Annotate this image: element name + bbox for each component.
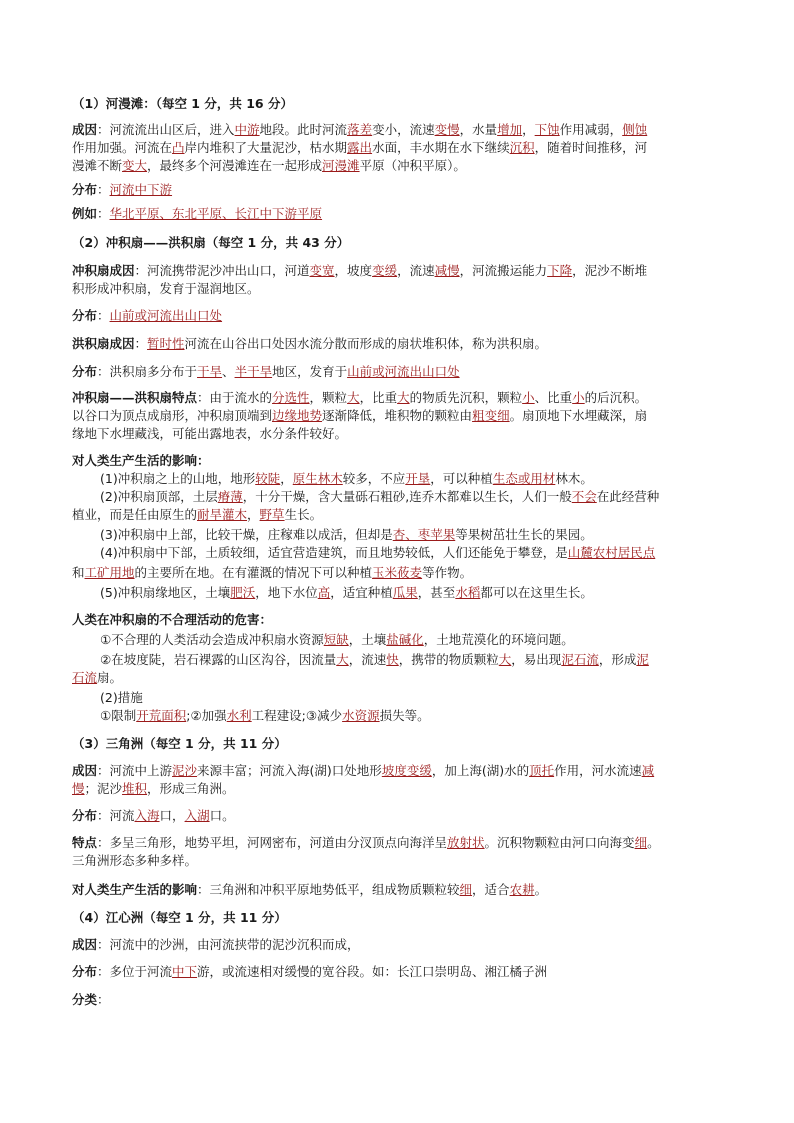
text-segment: ，河流搬运能力 [459,263,548,278]
bold-label: 冲积扇成因 [72,263,135,278]
bold-label: 人类在冲积扇的不合理活动的危害： [72,612,273,627]
answer-blank: 变慢 [434,122,460,137]
text-segment: ： [97,992,110,1007]
text-line-cause [72,937,360,953]
text-line-cause [72,158,466,174]
text-segment: ：河流 [97,808,135,823]
text-segment: ，地下水位 [255,585,318,600]
answer-blank: 华北平原、东北平原、长江中下游平原 [109,206,323,221]
text-line-heading [72,612,272,628]
answer-blank: 野草 [259,507,285,522]
text-segment: ，流速 [348,652,387,667]
text-segment: 。 [647,835,660,850]
answer-blank: 下降 [547,263,573,278]
answer-blank: 大 [336,652,349,667]
text-line-hazard [100,652,649,668]
answer-blank: 大 [397,390,410,405]
bold-label: （4）江心洲（每空 1 分，共 11 分） [72,910,287,925]
text-line-impact [100,471,593,487]
bold-label: 例如 [72,206,98,221]
text-segment: (2)措施 [100,690,143,705]
text-segment: (3)冲积扇中上部，比较干燥，庄稼难以成活，但却是 [100,527,393,542]
text-segment: ，颗粒 [309,390,348,405]
text-segment: 工程建设;③减少 [251,708,343,723]
answer-blank: 短缺 [323,632,349,647]
answer-blank: 泥 [636,652,649,667]
bold-label: 对人类生产生活的影响 [72,882,198,897]
text-segment: ，流速 [397,263,435,278]
text-segment: ， [280,471,293,486]
text-segment: ：多位于河流 [97,964,173,979]
bold-label: 分布 [72,308,98,323]
answer-blank: 增加 [497,122,523,137]
text-line-distribution [72,364,460,380]
text-line-features [72,835,660,851]
answer-blank: 顶托 [529,763,555,778]
answer-blank: 放射状 [447,835,485,850]
text-line-impact [72,882,547,898]
text-line-heading [72,96,293,112]
text-segment: 生长。 [284,507,323,522]
text-line-distribution [72,182,172,198]
text-segment: 逐渐降低，堆积物的颗粒由 [322,408,473,423]
text-segment: 河流在山谷出口处因水流分散而形成的扇状堆积体，称为洪积扇。 [184,336,548,351]
text-segment: ：河流携带泥沙冲出山口，河道 [134,263,310,278]
text-segment: ： [134,336,148,351]
text-segment: 的后沉积。 [584,390,648,405]
text-segment: ，可以种植 [430,471,493,486]
text-line-impact [100,585,593,601]
text-segment: 三角洲形态多种多样。 [72,853,198,868]
answer-blank: 侧蚀 [622,122,648,137]
text-line-cause [72,336,547,352]
text-segment: 。沉积物颗粒由河口向海变 [484,835,635,850]
answer-blank: 变大 [122,158,148,173]
answer-blank: 减 [641,763,655,778]
text-line-measures [100,690,143,706]
bold-label: 分布 [72,964,98,979]
text-segment: ，土地荒漠化的环境问题。 [423,632,574,647]
text-segment: 平原（冲积平原）。 [359,158,466,173]
answer-blank: 山前或河流出山口处 [109,308,223,323]
text-segment: 都可以在这里生长。 [480,585,593,600]
answer-blank: 原生林木 [292,471,343,486]
bold-label: （2）冲积扇——洪积扇（每空 1 分，共 43 分） [72,235,350,250]
text-line-features [72,390,647,406]
text-segment: ，携带的物质颗粒 [398,652,499,667]
text-segment: ;②加强 [186,708,227,723]
answer-blank: 沉积 [509,140,535,155]
answer-blank: 泥石流 [561,652,599,667]
answer-blank: 河漫滩 [322,158,360,173]
text-segment: 较多，不应 [342,471,406,486]
text-segment: ：河流中的沙洲，由河流挟带的泥沙沉积而成， [97,937,360,952]
text-segment: ：洪积扇多分布于 [97,364,198,379]
text-segment: (1)冲积扇之上的山地，地形 [100,471,256,486]
bold-label: 分类 [72,992,98,1007]
text-segment: ，泥沙不断堆 [572,263,648,278]
text-segment: ，形成三角洲。 [147,781,235,796]
bold-label: （1）河漫滩：（每空 1 分，共 16 分） [72,96,293,111]
text-segment: 积形成冲积扇，发育于湿润地区。 [72,281,260,296]
text-segment: ， [522,122,535,137]
answer-blank: 开垦 [405,471,431,486]
answer-blank: 开荒面积 [136,708,187,723]
text-segment: 、比重 [534,390,573,405]
text-segment: ，土壤 [348,632,387,647]
text-segment: ②在坡度陡，岩石裸露的山区沟谷，因流量 [100,652,337,667]
text-line-hazard [72,670,122,686]
text-segment: 等果树茁壮生长的果园。 [455,527,593,542]
bold-label: 成因 [72,763,98,778]
bold-label: 对人类生产生活的影响： [72,453,210,468]
text-segment: 、 [222,364,235,379]
text-segment: 和 [72,565,85,580]
answer-blank: 小 [522,390,535,405]
text-segment: 漫滩不断 [72,158,123,173]
text-segment: ：由于流水的 [197,390,273,405]
text-segment: ： [97,206,110,221]
text-line-measures [100,708,430,724]
text-segment: ：河流流出山区后，进入 [97,122,235,137]
answer-blank: 不会 [571,489,597,504]
text-segment: ： [97,182,110,197]
text-segment: ：三角洲和冲积平原地势低平，组成物质颗粒较 [197,882,460,897]
answer-blank: 堆积 [122,781,148,796]
answer-blank: 凸 [172,140,185,155]
text-segment: 的物质先沉积，颗粒 [409,390,523,405]
text-line-cause [72,781,235,797]
text-segment: ，十分干燥，含大量砾石粗砂,连乔木都难以生长，人们一般 [242,489,572,504]
bold-label: 成因 [72,937,98,952]
answer-blank: 细 [634,835,648,850]
text-segment: ；泥沙 [84,781,123,796]
text-segment: ，随着时间推移，河 [534,140,648,155]
text-segment: ，适宜种植 [330,585,393,600]
answer-blank: 慢 [72,781,85,796]
text-line-features [72,408,647,424]
answer-blank: 水资源 [342,708,380,723]
bold-label: 洪积扇成因 [72,336,135,351]
answer-blank: 水利 [226,708,252,723]
text-segment: ，比重 [359,390,398,405]
text-segment: 口， [159,808,185,823]
text-segment: ： [97,308,110,323]
text-segment: ，易出现 [511,652,562,667]
text-segment: 来源丰富；河流入海(湖)口处地形 [197,763,382,778]
answer-blank: 粗变细 [472,408,510,423]
answer-blank: 大 [498,652,512,667]
text-segment: ，水量 [459,122,498,137]
answer-blank: 下蚀 [534,122,560,137]
answer-blank: 坡度变缓 [381,763,432,778]
text-segment: 岸内堆积了大量泥沙，枯水期 [184,140,348,155]
answer-blank: 水稻 [455,585,481,600]
text-segment: 作用减弱， [559,122,623,137]
text-segment: 植业，而是任由原生的 [72,507,198,522]
text-segment: ，适合 [472,882,510,897]
text-line-distribution [72,964,547,980]
answer-blank: 边缘 [272,408,298,423]
answer-blank: 大 [347,390,360,405]
answer-blank: 农耕 [509,882,535,897]
text-segment: 林木。 [555,471,593,486]
text-line-features [72,853,197,869]
text-segment: (4)冲积扇中下部，土质较细，适宜营造建筑，而且地势较低，人们还能免于攀登，是 [100,545,568,560]
answer-blank: 快 [386,652,399,667]
text-segment: 等作物。 [422,565,473,580]
answer-blank: 分选性 [272,390,310,405]
answer-blank: 落差 [347,122,373,137]
text-line-classification [72,992,110,1008]
text-line-heading [72,910,287,926]
text-segment: ，形成 [598,652,637,667]
answer-blank: 变缓 [372,263,398,278]
text-segment: 作用加强。河流在 [72,140,173,155]
text-line-impact [72,507,322,523]
answer-blank: 高 [317,585,331,600]
answer-blank: 肥沃 [230,585,256,600]
text-line-impact [100,545,655,561]
text-line-cause [72,140,647,156]
text-segment: ：河流中上游 [97,763,173,778]
text-line-examples [72,206,322,222]
answer-blank: 入海 [134,808,160,823]
text-segment: (5)冲积扇缘地区，土壤 [100,585,231,600]
answer-blank: 生态或用材 [492,471,556,486]
bold-label: 特点 [72,835,98,850]
answer-blank: 入湖 [184,808,210,823]
text-segment: 作用，河水流速 [554,763,642,778]
answer-blank: 盐碱化 [386,632,424,647]
answer-blank: 泥沙 [172,763,198,778]
text-line-heading [72,736,287,752]
answer-blank: 小 [572,390,585,405]
answer-blank: 露出 [347,140,373,155]
text-segment: 缘地下水埋藏浅，可能出露地表，水分条件较好。 [72,426,348,441]
text-line-impact [100,489,659,505]
answer-blank: 工矿用地 [84,565,135,580]
text-line-features [72,426,347,442]
text-line-heading [72,235,349,251]
text-segment: 扇。 [97,670,123,685]
text-segment: 。扇顶地下水埋藏深，扇 [509,408,648,423]
text-segment: 损失等。 [379,708,430,723]
text-segment: 口。 [209,808,235,823]
text-segment: ，最终多个河漫滩连在一起形成 [147,158,323,173]
answer-blank: 较陡 [255,471,281,486]
text-segment: 地区，发育于 [272,364,348,379]
answer-blank: 耐旱灌木 [197,507,248,522]
text-line-cause [72,263,647,279]
answer-blank: 中游 [234,122,260,137]
answer-blank: 瘠薄 [217,489,243,504]
answer-blank: 地势 [297,408,323,423]
text-line-distribution [72,308,222,324]
text-segment: ，加上海(湖)水的 [431,763,530,778]
bold-label: （3）三角洲（每空 1 分，共 11 分） [72,736,287,751]
answer-blank: 河流中下游 [109,182,173,197]
text-segment: 的主要所在地。在有灌溉的情况下可以种植 [134,565,373,580]
answer-blank: 杏、枣苹果 [392,527,456,542]
text-segment: ①不合理的人类活动会造成冲积扇水资源 [100,632,324,647]
text-segment: 以谷口为顶点成扇形，冲积扇顶端到 [72,408,273,423]
text-line-hazard [100,632,574,648]
bold-label: 分布 [72,808,98,823]
text-segment: 变小，流速 [372,122,435,137]
text-line-cause [72,763,654,779]
text-line-cause [72,281,260,297]
answer-blank: 石流 [72,670,98,685]
answer-blank: 山麓农村居民点 [567,545,656,560]
text-segment: ，甚至 [417,585,456,600]
text-line-cause [72,122,647,138]
text-segment: 地段。此时河流 [259,122,348,137]
text-segment: 。 [534,882,548,897]
bold-label: 分布 [72,364,98,379]
answer-blank: 半干旱 [234,364,273,379]
text-line-impact [72,565,472,581]
text-segment: 水面，丰水期在水下继续 [372,140,510,155]
answer-blank: 变宽 [309,263,335,278]
answer-blank: 山前或河流出山口处 [347,364,460,379]
bold-label: 分布 [72,182,98,197]
text-line-distribution [72,808,235,824]
answer-blank: 玉米莜麦 [372,565,423,580]
answer-blank: 细 [459,882,473,897]
text-segment: ：多呈三角形，地势平坦，河网密布，河道由分汊顶点向海洋呈 [97,835,448,850]
text-segment: 游，或流速相对缓慢的宽谷段。如：长江口崇明岛、湘江橘子洲 [197,964,548,979]
text-segment: ，坡度 [334,263,373,278]
text-segment: ①限制 [100,708,137,723]
answer-blank: 中下 [172,964,198,979]
answer-blank: 瓜果 [392,585,418,600]
bold-label: 成因 [72,122,98,137]
text-line-impact [100,527,593,543]
text-segment: ， [247,507,260,522]
text-segment: (2)冲积扇顶部，土层 [100,489,218,504]
answer-blank: 暂时性 [147,336,185,351]
answer-blank: 干旱 [197,364,223,379]
text-segment: 在此经营种 [596,489,660,504]
answer-blank: 减慢 [434,263,460,278]
text-line-heading [72,453,210,469]
bold-label: 冲积扇——洪积扇特点 [72,390,198,405]
